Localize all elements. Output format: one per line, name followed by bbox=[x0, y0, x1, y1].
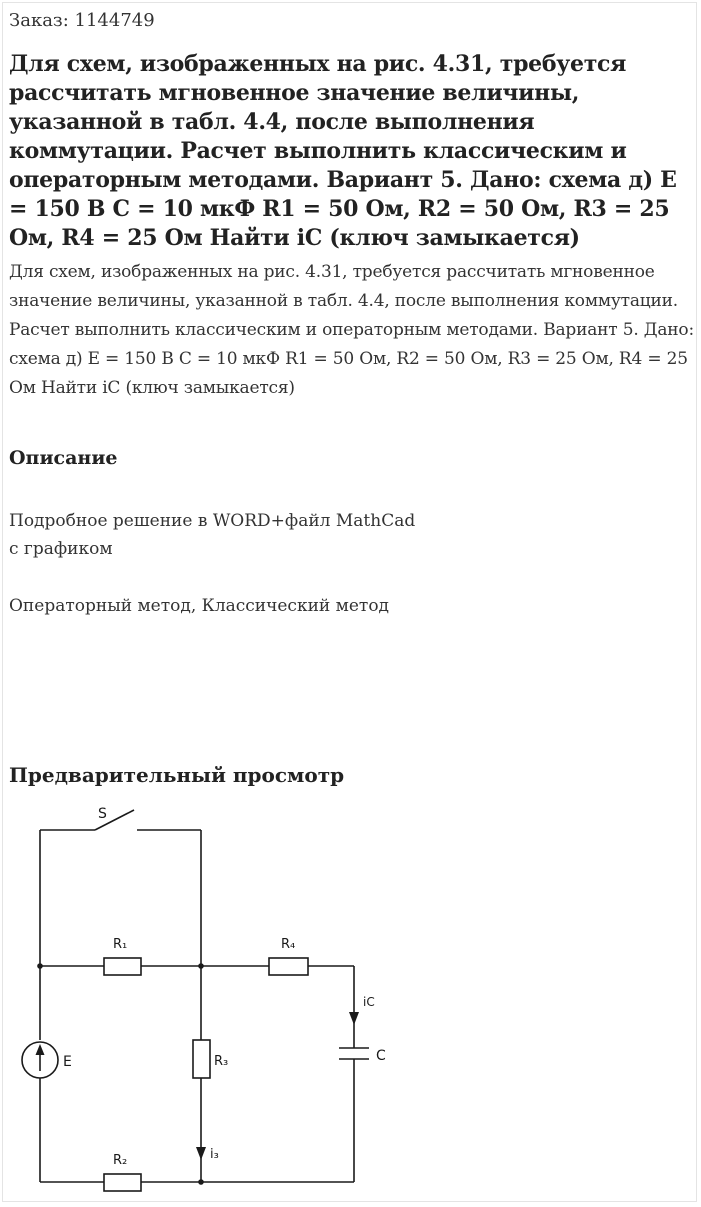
description-line-1: Подробное решение в WORD+файл MathCad bbox=[9, 511, 416, 531]
label-ic: iC bbox=[363, 995, 375, 1009]
ic-arrow-head bbox=[349, 1012, 359, 1025]
order-number: Заказ: 1144749 bbox=[9, 10, 155, 31]
circuit-diagram bbox=[0, 800, 701, 1200]
description-line-2: с графиком bbox=[9, 539, 113, 559]
page-title: Для схем, изображенных на рис. 4.31, требуется рассчитать мгновенное значение величины, указанной в табл. 4.4, после выполнения коммутации. Расчет выполнить классическим и операторным методами. Вариант 5. Дано: схема д) E = 150 В C = 10 мкФ R1 = 50 Ом, R2 = 50 Ом, R3 = 25 Ом, R4 = 25 Ом Найти iC (ключ замыкается) bbox=[9, 51, 677, 251]
resistor-r1 bbox=[104, 958, 141, 975]
task-text: Для схем, изображенных на рис. 4.31, требуется рассчитать мгновенное значение величины, указанной в табл. 4.4, после выполнения коммутации. Расчет выполнить классическим и операторным методами. Вариант 5. Дано: схема д) E = 150 В C = 10 мкФ R1 = 50 Ом, R2 = 50 Ом, R3 = 25 Ом, R4 = 25 Ом Найти iC (ключ замыкается) bbox=[9, 262, 694, 398]
label-r3: R₃ bbox=[214, 1054, 229, 1069]
label-r1: R₁ bbox=[113, 937, 128, 952]
description-line-3: Операторный метод, Классический метод bbox=[9, 596, 390, 616]
node-bottom bbox=[198, 1179, 204, 1185]
node-left bbox=[37, 963, 43, 969]
label-switch: S bbox=[98, 806, 107, 822]
resistor-r4 bbox=[269, 958, 308, 975]
resistor-r3 bbox=[193, 1040, 210, 1078]
description-heading: Описание bbox=[9, 447, 118, 469]
label-capacitor: C bbox=[376, 1048, 386, 1064]
label-source: E bbox=[63, 1054, 72, 1070]
label-r2: R₂ bbox=[113, 1153, 128, 1168]
resistor-r2 bbox=[104, 1174, 141, 1191]
node-middle bbox=[198, 963, 204, 969]
label-r4: R₄ bbox=[281, 937, 296, 952]
preview-heading: Предварительный просмотр bbox=[9, 763, 345, 787]
i3-arrow-head bbox=[196, 1147, 206, 1160]
source-arrow-head bbox=[36, 1044, 45, 1055]
label-i3: i₃ bbox=[210, 1147, 219, 1162]
